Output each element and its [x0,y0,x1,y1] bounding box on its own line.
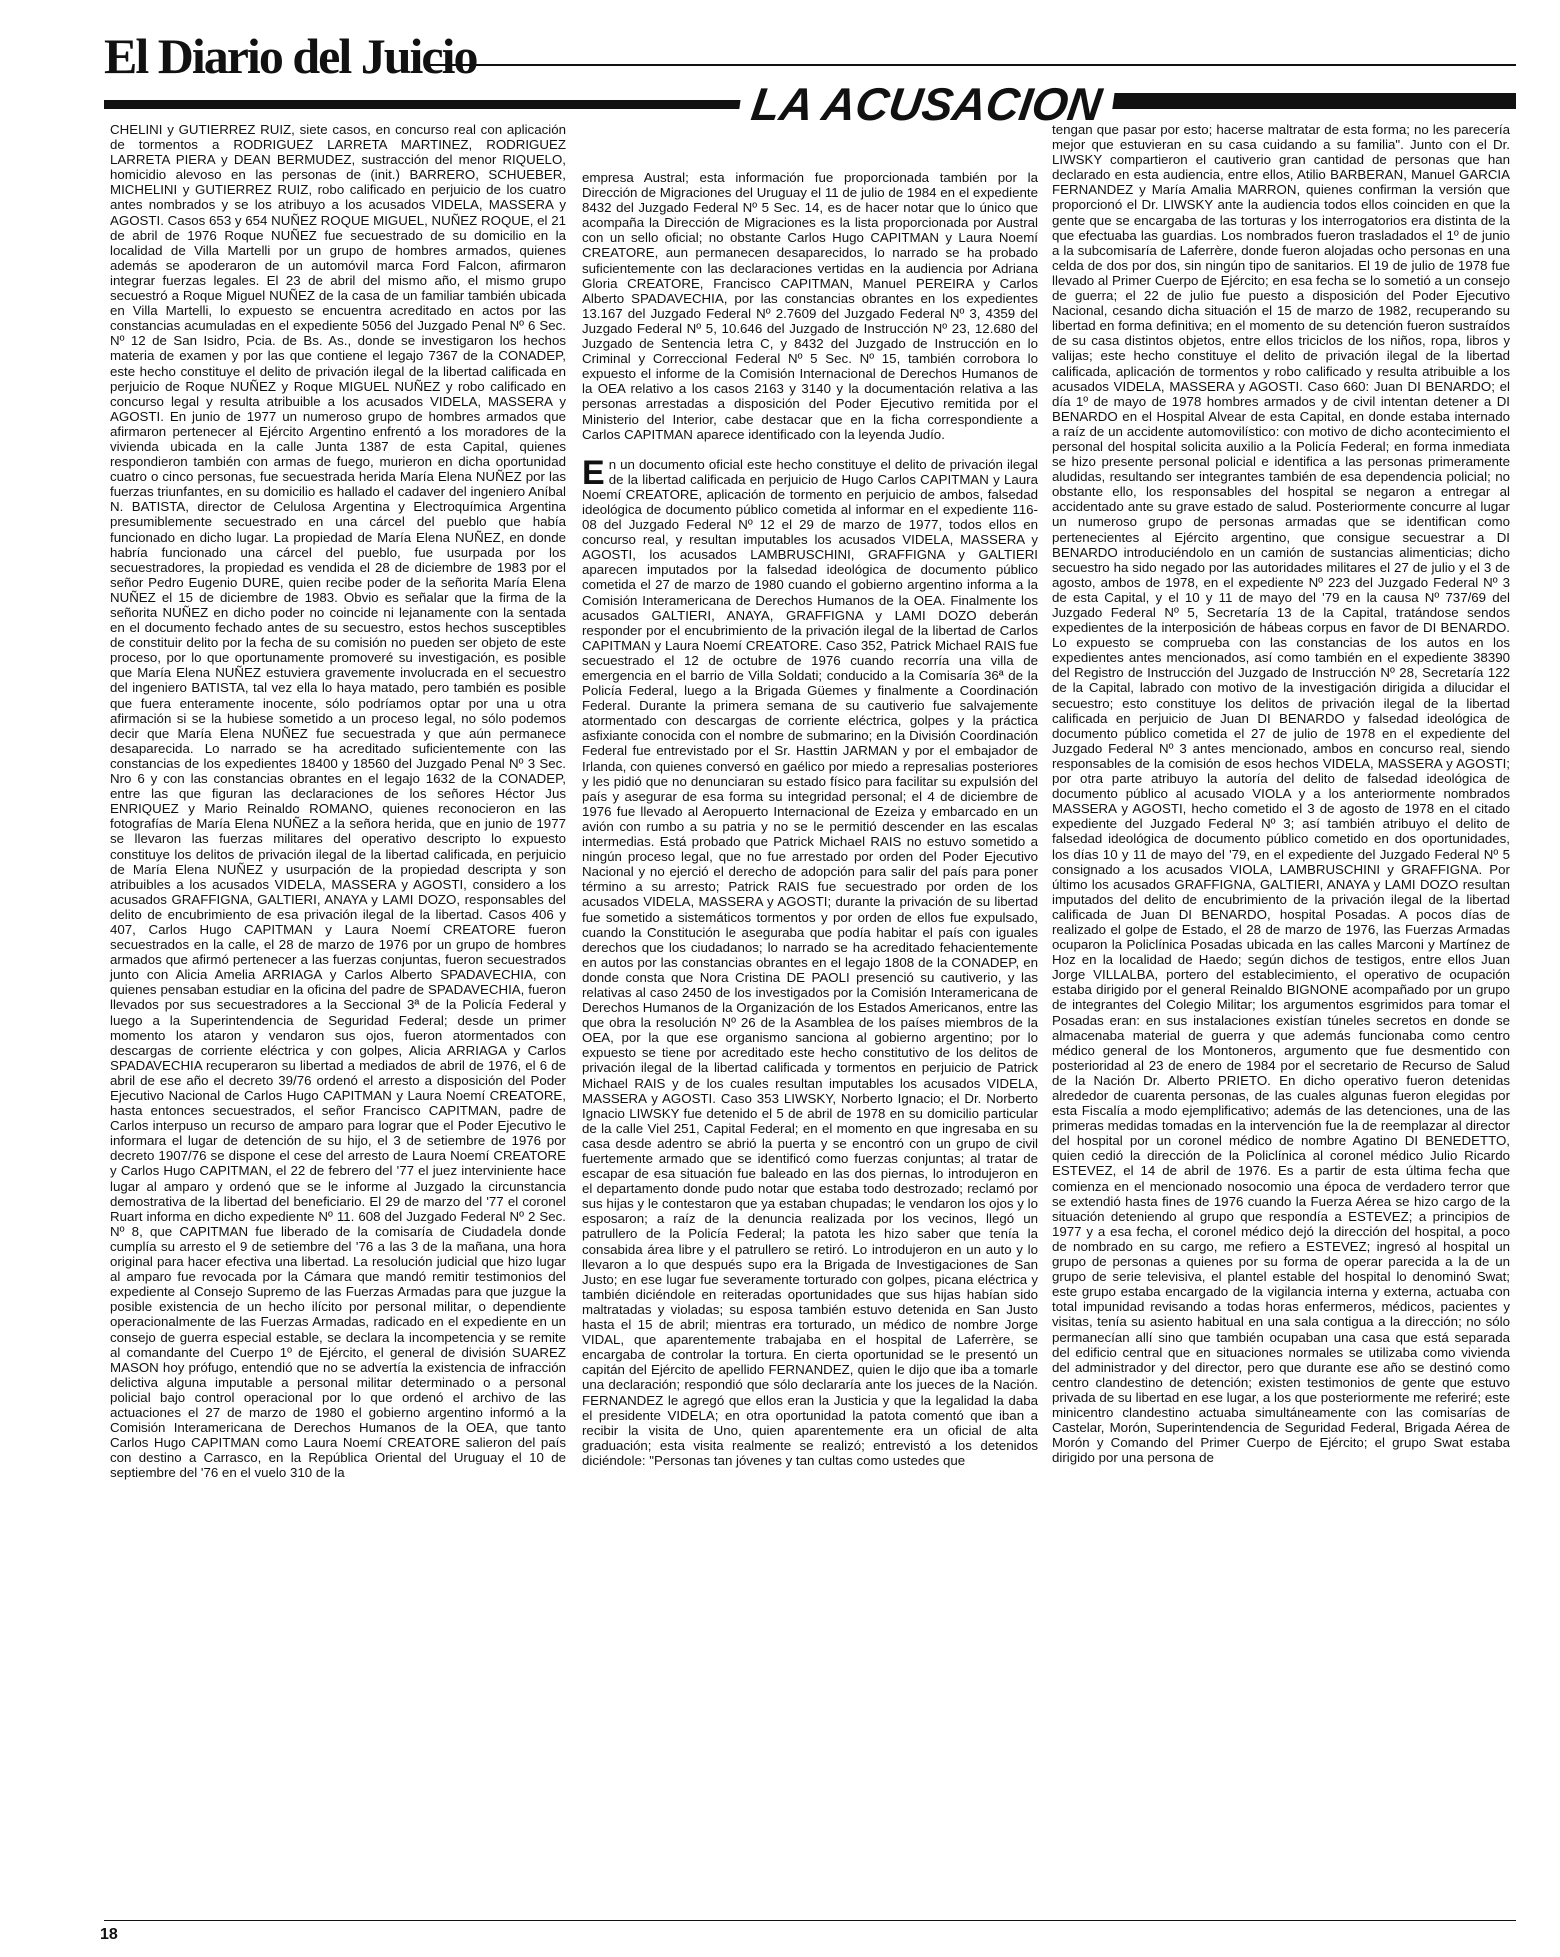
page-number: 18 [100,1926,118,1943]
footer-rule [104,1920,1516,1921]
newspaper-title: El Diario del Juicio [104,28,477,84]
article-column-2 [582,170,1038,1468]
article-column-1 [110,122,566,1480]
column-2-paragraph-1: empresa Austral; esta información fue proporcionada también por la Dirección de Migraciones del Uruguay el 11 de julio de 1984 en el expediente 8432 del Juzgado Federal Nº 5 Sec. 14, es de hacer notar que lo único que acompaña la Dirección de Migraciones es la lista proporcionada por Austral con un sello oficial; no obstante Carlos Hugo CAPITMAN y Laura Noemí CREATORE, aun permanecen desaparecidos, lo narrado se ha probado suficientemente con las declaraciones vertidas en la audiencia por Adriana Gloria CREATORE, Francisco CAPITMAN, Manuel PEREIRA y Carlos Alberto SPADAVECHIA, por las constancias obrantes en los expedientes 13.167 del Juzgado Federal Nº 2.7609 del Juzgado Federal Nº 3, 4359 del Juzgado Federal Nº 5, 10.646 del Juzgado de Instrucción Nº 23, 12.680 del Juzgado de Sentencia letra C, y 8432 del Juzgado de Instrucción en lo Criminal y Correccional Federal Nº 5 Sec. Nº 15, también corrobora lo expuesto el informe de la Comisión Internacional de Derechos Humanos de la OEA relativo a los casos 2163 y 3140 y la documentación relativa a las personas arrestadas a disposición del Poder Ejecutivo remitida por el Ministerio del Interior, cabe destacar que en la ficha correspondiente a Carlos CAPITMAN aparece identificado con la leyenda Judío. [582,170,1038,442]
masthead-rule [426,64,1516,66]
column-3-paragraph-1: tengan que pasar por esto; hacerse maltratar de esta forma; no les parecería mejor que estuvieran en su casa cuidando a su familia". Junto con el Dr. LIWSKY compartieron el cautiverio gran cantidad de personas que han declarado en esta audiencia, entre ellos, Atilio BARBERAN, Manuel GARCIA FERNANDEZ y María Amalia MARRON, quienes confirman la versión que proporcionó el Dr. LIWSKY ante la audiencia todos ellos coinciden en que la gente que se encargaba de las torturas y los interrogatorios era distinta de la que efectuaba las guardias. Los nombrados fueron trasladados el 1º de junio a la subcomisaría de Laferrère, donde fueron alojadas ocho personas en una celda de dos por dos, sin ningún tipo de sanitarios. El 19 de julio de 1978 fue llevado al Primer Cuerpo de Ejército; en esa fecha se lo sometió a un consejo de guerra; el 22 de julio fue puesto a disposición del Poder Ejecutivo Nacional, cesando dicha situación el 15 de marzo de 1982, recuperando su libertad en forma definitiva; en el momento de su detención fueron sustraídos de su casa distintos objetos, entre ellos triciclos de los niños, ropa, libros y valijas; este hecho constituye el delito de privación ilegal de la libertad calificada, aplicación de tormentos y robo calificado y resulta atribuible a los acusados VIDELA, MASSERA y AGOSTI. Caso 660: Juan DI BENARDO; el día 1º de mayo de 1978 hombres armados y de civil intentan detener a DI BENARDO en el Hospital Alvear de esta Capital, en donde estaba internado a raíz de un accidente automovilístico: con motivo de dicho acontecimiento el personal del hospital solicita auxilio a la Policía Federal; en forma inmediata se hizo presente personal policial e identifica a las personas primeramente aludidas, resultando ser integrantes también de esa dependencia policial; no obstante ello, los responsables del hospital se negaron a entregar al accidentado ante su grave estado de salud. Posteriormente concurre al lugar un numeroso grupo de personas armadas que se identifican como pertenecientes al Ejército argentino, que consigue secuestrar a DI BENARDO introduciéndolo en un camión de sustancias alimenticias; dicho secuestro ha sido negado por las autoridades militares el 27 de julio y el 3 de agosto, ambos de 1978, en el expediente Nº 223 del Juzgado Federal Nº 3 de esta Capital, y el 10 y 11 de mayo del '79 en la causa Nº 737/69 del Juzgado Federal Nº 5, Secretaría 13 de la Capital, tratándose sendos expedientes de la interposición de hábeas corpus en favor de DI BENARDO. Lo expuesto se comprueba con las constancias de los autos en los expedientes antes mencionados, así como también en el expediente 38390 del Registro de Instrucción del Juzgado de Instrucción Nº 28, Secretaría 122 de la Capital, labrado con motivo de la investigación dirigida a dilucidar el secuestro; esto constituye los delitos de privación ilegal de la libertad calificada en perjuicio de Juan DI BENARDO y falsedad ideológica de documento público cometida el 27 de julio de 1978 en el expediente del Juzgado Federal Nº 3 antes mencionado, ambos en concurso real, siendo responsables de la comisión de esos hechos VIDELA, MASSERA y AGOSTI; por otra parte atribuyo la autoría del delito de falsedad ideológica de documento público al acusado VIOLA y a los anteriormente nombrados MASSERA y AGOSTI, hecho cometido el 3 de agosto de 1978 en el citado expediente del Juzgado Federal Nº 3; así también atribuyo el delito de falsedad ideológica de documento público cometido en dos oportunidades, los días 10 y 11 de mayo del '79, en el expediente del Juzgado Federal Nº 5 consignado a los acusados VIOLA, LAMBRUSCHINI y GRAFFIGNA. Por último los acusados GRAFFIGNA, GALTIERI, ANAYA y LAMI DOZO resultan imputados del delito de encubrimiento de la privación ilegal de la libertad calificada de Juan DI BENARDO, hospital Posadas. A pocos días de realizado el golpe de Estado, el 28 de marzo de 1976, las Fuerzas Armadas ocuparon la Policlínica Posadas ubicada en las calles Marconi y Martínez de Hoz en la localidad de Haedo; según dichos de testigos, entre ellos Juan Jorge VILLALBA, portero del establecimiento, el operativo de ocupación estaba dirigido por el general Reinaldo BIGNONE acompañado por un grupo de integrantes del Colegio Militar; los argumentos esgrimidos para tomar el Posadas eran: en sus instalaciones existían túneles secretos en donde se almacenaba material de guerra y que además funcionaba como centro médico general de los Montoneros, argumento que fue desmentido con posterioridad al 23 de enero de 1984 por el secretario de Recurso de Salud de la Nación Dr. Alberto PRIETO. En dicho operativo fueron detenidas alrededor de cuarenta personas, de las cuales algunas fueron elegidas por esta Fiscalía a modo ejemplificativo; además de las detenciones, una de las primeras medidas tomadas en la intervención fue la de reemplazar al director del hospital por un coronel médico de nombre Agatino DI BENEDETTO, quien cedió la dirección de la Policlínica al coronel médico Julio Ricardo ESTEVEZ, el 14 de abril de 1976. Es a partir de esta última fecha que comienza en el mencionado nosocomio una época de verdadero terror que se extendió hasta fines de 1976 cuando la Fuerza Aérea se hizo cargo de la situación deteniendo al grupo que respondía a ESTEVEZ; a principios de 1977 y a esa fecha, el coronel médico dejó la dirección del hospital, a poco de nombrado en su cargo, me refiero a ESTEVEZ; ingresó al hospital un grupo de personas a quienes por su forma de operar parecida a la de un grupo de serie televisiva, el plantel estable del hospital lo denominó Swat; este grupo estaba encargado de la vigilancia interna y externa, actuaba con total impunidad revisando a todas horas enfermeros, médicos, pacientes y visitas, tenía su asiento habitual en una sala contigua a la dirección; no sólo permanecían allí sino que también ocupaban una casa que está separada del edificio central que en situaciones normales se utilizaba como vivienda del administrador y del director, pero que durante ese año se destinó como centro clandestino de detención; existen testimonios de gente que estuvo privada de su libertad en ese lugar, a los que posteriormente me referiré; este minicentro clandestino actuaba simultáneamente con las comisarías de Castelar, Morón, Superintendencia de Seguridad Federal, Brigada Aérea de Morón y Comando del Primer Cuerpo de Ejército; el grupo Swat estaba dirigido por una persona de [1052,122,1510,1466]
drop-cap: E [582,453,605,492]
column-2-paragraph-2-text: n un documento oficial este hecho constituye el delito de privación ilegal de la libertad calificada en perjuicio de Hugo Carlos CAPITMAN y Laura Noemí CREATORE, aplicación de tormento en perjuicio de ambos, falsedad ideológica de documento público cometida al informar en el expediente 116-08 del Juzgado Federal Nº 12 el 29 de marzo de 1977, todos ellos en concurso real, y resultan imputables los acusados VIDELA, MASSERA y AGOSTI, los acusados LAMBRUSCHINI, GRAFFIGNA y GALTIERI aparecen imputados por la falsedad ideológica de documento público cometida el 27 de marzo de 1980 cuando el gobierno argentino informa a la Comisión Interamericana de Derechos Humanos de la OEA. Finalmente los acusados GALTIERI, ANAYA, GRAFFIGNA y LAMI DOZO deberán responder por el encubrimiento de la privación ilegal de la libertad de Carlos CAPITMAN y Laura Noemí CREATORE. Caso 352, Patrick Michael RAIS fue secuestrado el 12 de octubre de 1976 cuando recorría una villa de emergencia en el barrio de Villa Soldati; conducido a la Comisaría 36ª de la Policía Federal, luego a la Brigada Güemes y finalmente a Coordinación Federal. Durante la primera semana de su cautiverio fue salvajemente atormentado con descargas de corriente eléctrica, golpes y la práctica asfixiante conocida con el nombre de submarino; en la División Coordinación Federal fue entrevistado por el Sr. Hasttin JARMAN y por el embajador de Irlanda, con quienes conversó en gaélico por miedo a represalias posteriores y les pidió que no denunciaran su estado físico para facilitar su expulsión del país y asegurar de esa forma su integridad personal; el 4 de diciembre de 1976 fue llevado al Aeropuerto Internacional de Ezeiza y embarcado en un avión con rumbo a su patria y no se le permitió descender en las escalas intermedias. Está probado que Patrick Michael RAIS no estuvo sometido a ningún proceso legal, que no fue arrestado por orden del Poder Ejecutivo Nacional y no ejerció el derecho de adopción para salir del país para poner término a su arresto; Patrick RAIS fue secuestrado por orden de los acusados VIDELA, MASSERA y AGOSTI; durante la privación de su libertad fue sometido a sistemáticos tormentos y por orden de ellos fue expulsado, cuando la Constitución le aseguraba que podía habitar el país con iguales derechos que los ciudadanos; lo narrado se ha acreditado fehacientemente en autos por las constancias obrantes en el legajo 1808 de la CONADEP, en donde consta que Nora Cristina DE PAOLI presenció su cautiverio, y las relativas al caso 2450 de los investigados por la Comisión Interamericana de Derechos Humanos de la Organización de los Estados Americanos, entre las que obra la resolución Nº 26 de la Asamblea de los países miembros de la OEA, por la que ese organismo sanciona al gobierno argentino; por lo expuesto se tiene por acreditado este hecho constitutivo de los delitos de privación ilegal de la libertad calificada y tormentos en perjuicio de Patrick Michael RAIS y de los cuales resultan imputables los acusados VIDELA, MASSERA y AGOSTI. Caso 353 LIWSKY, Norberto Ignacio; el Dr. Norberto Ignacio LIWSKY fue detenido el 5 de abril de 1978 en su domicilio particular de la calle Viel 251, Capital Federal; en el momento en que ingresaba en su casa desde adentro se abrió la puerta y se encontró con un grupo de civil fuertemente armado que se identificó como fuerzas conjuntas; al tratar de escapar de esa situación fue baleado en las dos piernas, lo introdujeron en el departamento donde pudo notar que estaba todo destrozado; reclamó por sus hijas y le contestaron que ya estaban chupadas; le vendaron los ojos y lo esposaron; a raíz de la denuncia realizada por los vecinos, llegó un patrullero de la Policía Federal; la patota les hizo saber que tenía la consabida área libre y el patrullero se retiró. Lo introdujeron en un auto y lo llevaron a lo que después supo era la Brigada de Investigaciones de San Justo; en ese lugar fue severamente torturado con golpes, picana eléctrica y también diciéndole en reiteradas oportunidades que sus hijas habían sido maltratadas y violadas; su esposa también estuvo detenida en San Justo hasta el 15 de abril; mientras era torturado, un médico de nombre Jorge VIDAL, que aparentemente trabajaba en el hospital de Laferrère, se encargaba de controlar la tortura. En cierta oportunidad se le presentó un capitán del Ejército de apellido FERNANDEZ, quien le dijo que iba a tomarle una declaración; respondió que sólo declararía ante los jueces de la Nación. FERNANDEZ le agregó que ellos eran la Justicia y que la legalidad la daba el presidente VIDELA; en otra oportunidad la patota comentó que iban a recibir la visita de Uno, quien aparentemente era un oficial de alta graduación; esta visita realmente se realizó; entrevistó a los detenidos diciéndole: "Personas tan jóvenes y tan cultas como ustedes que [582,456,1038,1468]
column-1-paragraph-1: CHELINI y GUTIERREZ RUIZ, siete casos, en concurso real con aplicación de tormentos a RODRIGUEZ LARRETA MARTINEZ, RODRIGUEZ LARRETA PIERA y DEAN BERMUDEZ, sustracción del menor RIQUELO, homicidio alevoso en las personas de (init.) BARRERO, SCHUEBER, MICHELINI y GUTIERREZ RUIZ, robo calificado en perjuicio de los cuatro antes nombrados y se los atribuyo a los acusados VIDELA, MASSERA y AGOSTI. Casos 653 y 654 NUÑEZ ROQUE MIGUEL, NUÑEZ ROQUE, el 21 de abril de 1976 Roque NUÑEZ fue secuestrado de su domicilio en la localidad de Villa Martelli por un grupo de hombres armados, quienes además se apoderaron de un automóvil marca Ford Falcon, afirmaron integrar fuerzas legales. El 23 de abril del mismo año, el mismo grupo secuestró a Roque Miguel NUÑEZ de la casa de un familiar también ubicada en Villa Martelli, lo expuesto se encuentra acreditado en actos por las constancias acumuladas en el expediente 5056 del Juzgado Penal Nº 6 Sec. Nº 12 de San Isidro, Pcia. de Bs. As., donde se investigaron los hechos materia de examen y por las que contiene el legajo 7367 de la CONADEP, este hecho constituye el delito de privación ilegal de la libertad calificada en perjuicio de Roque NUÑEZ y Roque MIGUEL NUÑEZ y robo calificado en concurso legal y resulta atribuible a los acusados VIDELA, MASSERA y AGOSTI. En junio de 1977 un numeroso grupo de hombres armados que afirmaron pertenecer al Ejército Argentino enfrentó a los moradores de la vivienda ubicada en la calle Junta 1387 de esta Capital, quienes respondieron también con armas de fuego, murieron en dicha oportunidad cuatro o cinco personas, fue secuestrada herida María Elena NUÑEZ por las fuerzas triunfantes, en su domicilio es hallado el cadaver del ingeniero Aníbal N. BATISTA, director de Celulosa Argentina y Electroquímica Argentina presumiblemente secuestrado en una cárcel del pueblo que había funcionado en dicho lugar. La propiedad de María Elena NUÑEZ, en donde habría funcionado una cárcel del pueblo, fue usurpada por los secuestradores, la propiedad es vendida el 28 de diciembre de 1983 por el señor Pedro Eugenio DURE, quien recibe poder de la señorita María Elena NUÑEZ el 15 de diciembre de 1983. Obvio es señalar que la firma de la señorita NUÑEZ en dicho poder no coincide ni lejanamente con la sentada en el documento fechado antes de su secuestro, estos hechos susceptibles de constituir delito por la fecha de su comisión no pueden ser objeto de este proceso, por lo que oportunamente promoveré su investigación, es posible que María Elena NUÑEZ estuviera gravemente involucrada en el secuestro del ingeniero BATISTA, tal vez ella lo haya matado, pero también es posible que fuera enteramente inocente, sólo podríamos optar por una u otra afirmación si se la hubiese sometido a un proceso legal, no sólo podemos decir que María Elena NUÑEZ fue secuestrada y que aún permanece desaparecida. Lo narrado se ha acreditado suficientemente con las constancias de los expedientes 18400 y 18560 del Juzgado Penal Nº 3 Sec. Nro 6 y con las constancias obrantes en el legajo 1632 de la CONADEP, entre las que figuran las declaraciones de los señores Héctor Jus ENRIQUEZ y Mario Reinaldo ROMANO, quienes reconocieron en las fotografías de María Elena NUÑEZ a la señora herida, que en junio de 1977 se llevaron las fuerzas militares del operativo descripto lo expuesto constituye los delitos de privación ilegal de la libertad calificada, en perjuicio de María Elena NUÑEZ y usurpación de la propiedad descripta y son atribuibles a los acusados VIDELA, MASSERA y AGOSTI, considero a los acusados GRAFFIGNA, GALTIERI, ANAYA y LAMI DOZO, responsables del delito de encubrimiento de esa privación ilegal de la libertad. Casos 406 y 407, Carlos Hugo CAPITMAN y Laura Noemí CREATORE fueron secuestrados en la calle, el 28 de marzo de 1976 por un grupo de hombres armados que afirmó pertenecer a las fuerzas conjuntas, fueron secuestrados junto con Alicia Amelia ARRIAGA y Carlos Alberto SPADAVECHIA, con quienes pensaban estudiar en la oficina del padre de SPADAVECHIA, fueron llevados por sus secuestradores a la Seccional 3ª de la Policía Federal y luego a la Superintendencia de Seguridad Federal; desde un primer momento los ataron y vendaron sus ojos, fueron atormentados con descargas de corriente eléctrica y con golpes, Alicia ARRIAGA y Carlos SPADAVECHIA recuperaron su libertad a mediados de abril de 1976, el 6 de abril de ese año el decreto 39/76 ordenó el arresto a disposición del Poder Ejecutivo Nacional de Carlos Hugo CAPITMAN y Laura Noemí CREATORE, hasta entonces secuestrados, el señor Francisco CAPITMAN, padre de Carlos interpuso un recurso de amparo para lograr que el Poder Ejecutivo le informara el lugar de detención de su hijo, el 3 de setiembre de 1976 por decreto 1907/76 se dispone el cese del arresto de Laura Noemí CREATORE y Carlos Hugo CAPITMAN, el 22 de febrero del '77 el juez interviniente hace lugar al amparo y ordenó que se le informe al Juzgado la circunstancia demostrativa de la libertad del beneficiario. El 29 de marzo del '77 el coronel Ruart informa en dicho expediente Nº 11. 608 del Juzgado Federal Nº 2 Sec. Nº 8, que CAPITMAN fue liberado de la comisaría de Ciudadela donde cumplía su arresto el 9 de setiembre del '76 a las 3 de la mañana, una hora original para hacer efectiva una libertad. La resolución judicial que hizo lugar al amparo fue revocada por la Cámara que mandó remitir testimonios del expediente al Consejo Supremo de las Fuerzas Armadas para que juzgue la posible existencia de un hecho ilícito por personal militar, o dependiente operacionalmente de las Fuerzas Armadas, radicado en el expediente en un consejo de guerra especial estable, se declara la incompetencia y se remite al comandante del Cuerpo 1º de Ejército, el general de división SUAREZ MASON hoy prófugo, entendió que no se advertía la existencia de infracción delictiva alguna imputable a personal militar determinado o a personal policial bajo control operacional por lo que ordenó el archivo de las actuaciones el 27 de marzo de 1980 el gobierno argentino informó a la Comisión Interamericana de Derechos Humanos de la OEA, que tanto Carlos Hugo CAPITMAN como Laura Noemí CREATORE salieron del país con destino a Carrasco, en la República Oriental del Uruguay el 10 de septiembre del '76 en el vuelo 310 de la [110,122,566,1481]
section-heading: LA ACUSACION [736,76,1117,132]
column-2-paragraph-2 [582,453,1038,1468]
article-column-3 [1052,122,1510,1465]
masthead [104,26,1516,130]
